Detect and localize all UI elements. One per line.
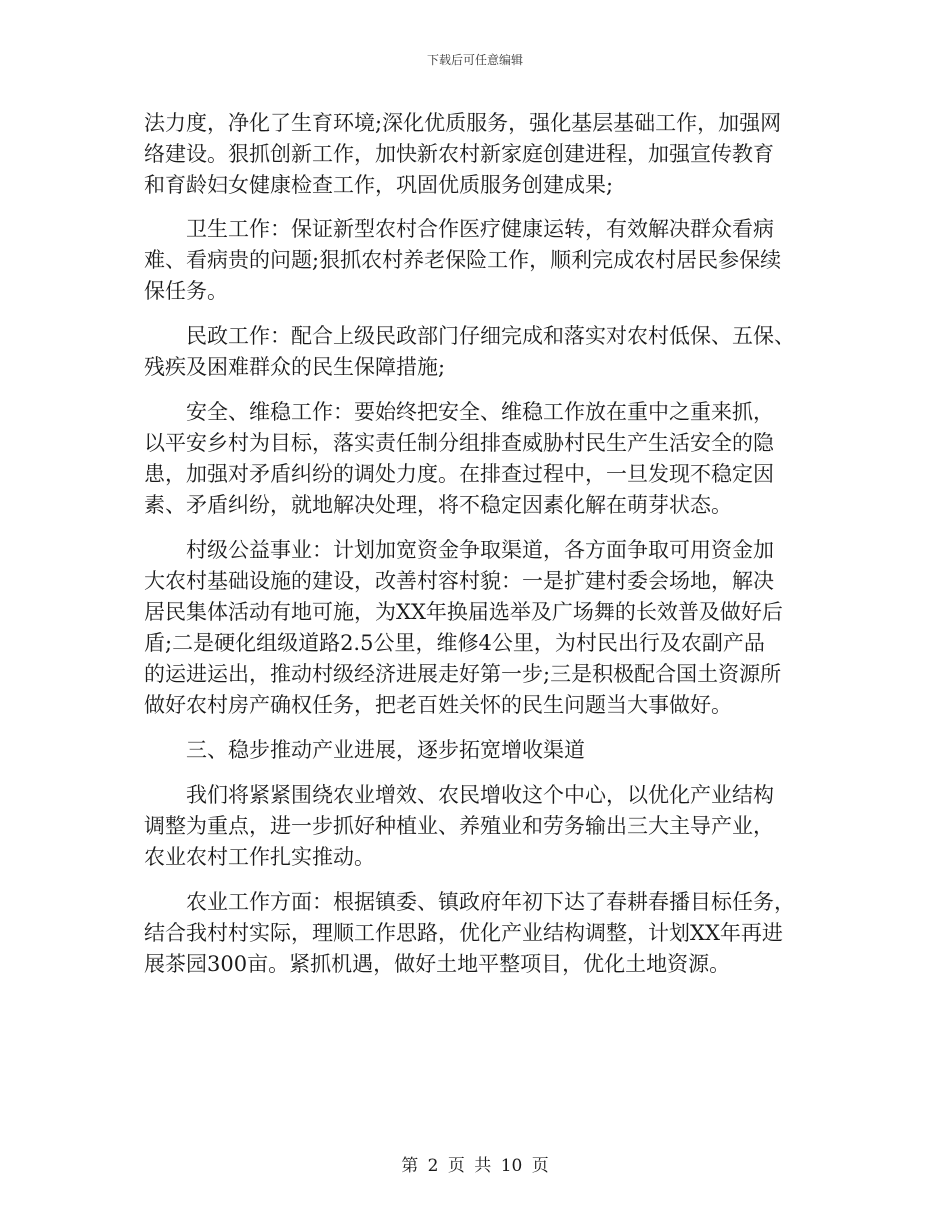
- text-line: 和育龄妇女健康检查工作，巩固优质服务创建成果;: [144, 173, 614, 197]
- text-line: 法力度，净化了生育环境;深化优质服务，强化基层基础工作，加强网: [144, 111, 782, 135]
- text-line: 盾;二是硬化组级道路2.5公里，维修4公里，为村民出行及农副产品: [144, 631, 765, 655]
- text-line: 卫生工作：保证新型农村合作医疗健康运转，有效解决群众看病: [186, 217, 774, 241]
- text-line: 调整为重点，进一步抓好种植业、养殖业和劳务输出三大主导产业，: [144, 814, 774, 838]
- text-line: 的运进运出，推动村级经济进展走好第一步;三是积极配合国土资源所: [144, 662, 782, 686]
- text-line: 展茶园300亩。紧抓机遇，做好土地平整项目，优化土地资源。: [144, 952, 731, 976]
- section-heading: 三、稳步推动产业进展，逐步拓宽增收渠道: [186, 738, 585, 762]
- text-line: 我们将紧紧围绕农业增效、农民增收这个中心，以优化产业结构: [186, 783, 774, 807]
- text-line: 农业工作方面：根据镇委、镇政府年初下达了春耕春播目标任务，: [186, 890, 795, 914]
- text-line: 络建设。狠抓创新工作，加快新农村新家庭创建进程，加强宣传教育: [144, 142, 774, 166]
- text-line: 以平安乡村为目标，落实责任制分组排查威胁村民生产生活安全的隐: [144, 431, 774, 455]
- page-header: 下载后可任意编辑: [426, 53, 523, 67]
- text-line: 保任务。: [144, 279, 228, 303]
- text-line: 难、看病贵的问题;狠抓农村养老保险工作，顺利完成农村居民参保续: [144, 248, 782, 272]
- text-line: 大农村基础设施的建设，改善村容村貌：一是扩建村委会场地，解决: [144, 569, 774, 593]
- text-line: 患，加强对矛盾纠纷的调处力度。在排查过程中，一旦发现不稳定因: [144, 462, 774, 486]
- page-number: 第 2 页 共 10 页: [401, 1156, 549, 1176]
- text-line: 做好农村房产确权任务，把老百姓关怀的民生问题当大事做好。: [144, 693, 732, 717]
- text-line: 素、矛盾纠纷，就地解决处理，将不稳定因素化解在萌芽状态。: [144, 493, 732, 517]
- text-line: 民政工作：配合上级民政部门仔细完成和落实对农村低保、五保、: [186, 324, 795, 348]
- text-line: 残疾及困难群众的民生保障措施;: [144, 355, 446, 379]
- text-line: 村级公益事业：计划加宽资金争取渠道，各方面争取可用资金加: [186, 538, 774, 562]
- text-line: 居民集体活动有地可施，为XX年换届选举及广场舞的长效普及做好后: [144, 600, 783, 624]
- text-line: 农业农村工作扎实推动。: [144, 845, 375, 869]
- text-line: 安全、维稳工作：要始终把安全、维稳工作放在重中之重来抓，: [186, 400, 774, 424]
- text-line: 结合我村村实际，理顺工作思路，优化产业结构调整，计划XX年再进: [144, 921, 783, 945]
